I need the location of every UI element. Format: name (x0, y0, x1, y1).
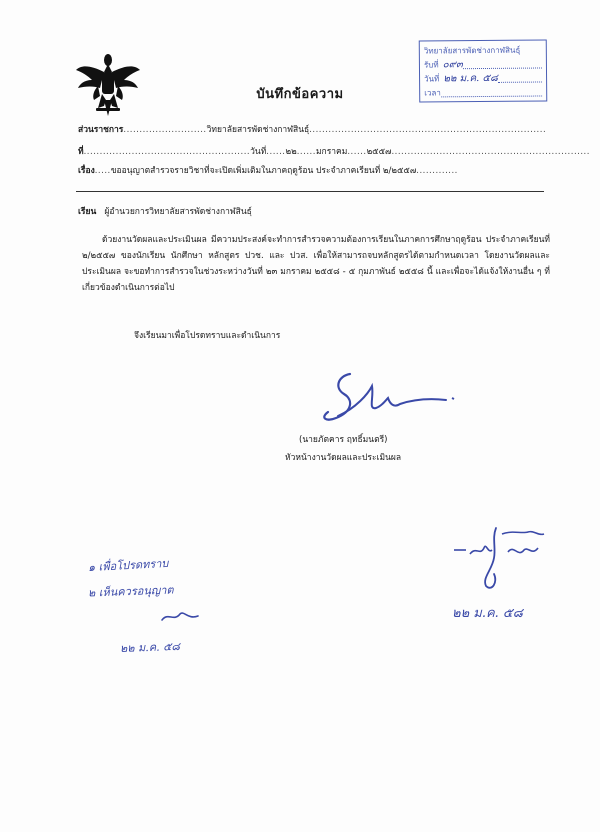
date-day: ๒๒ (285, 147, 297, 157)
ref-label: ที่ (78, 147, 84, 157)
stamp-time-label: เวลา (424, 88, 441, 98)
date-month: มกราคม (315, 147, 348, 157)
stamp-time-row (424, 85, 542, 100)
stamp-receipt-label: รับที่ (423, 60, 439, 70)
salutation-label: เรียน (78, 207, 97, 217)
initial-mark-left (160, 606, 200, 626)
stamp-org: วิทยาลัยสารพัดช่างกาฬสินธุ์ (423, 45, 521, 56)
date-year: ๒๕๕๗ (366, 147, 392, 157)
note-acknowledge: ๑ เพื่อโปรดทราบ (87, 556, 169, 575)
salutation-value: ผู้อำนวยการวิทยาลัยสารพัดช่างกาฬสินธุ์ (104, 207, 252, 217)
department-label: ส่วนราชการ (78, 125, 124, 135)
date-label: วันที่ (250, 147, 267, 157)
header-divider (76, 191, 544, 192)
stamp-receipt-row (424, 57, 542, 72)
approver-signature-mark (452, 524, 552, 594)
subject-label: เรื่อง (78, 166, 95, 176)
body-paragraph-2: จึงเรียนมาเพื่อโปรดทราบและดำเนินการ (134, 331, 281, 341)
body-paragraph-1: ด้วยงานวัดผลและประเมินผล มีความประสงค์จะทำการสำรวจความต้องการเรียนในภาคการศึกษาฤดูร้อน ประจำภาคเรียนที่ ๒/๒๕๕๗ ของนักเรียน นักศึกษา หลักสูตร ปวช. และ ปวส. เพื่อให้สามารถจบหลักสูตรได้ตามกำหนดเวลา โดยงานวัดผลและประเมินผล จะขอทำการสำรวจในช่วงระหว่างวันที่ ๒๓ มกราคม ๒๕๕๘ - ๕ กุมภาพันธ์ ๒๕๕๘ นี้ และเพื่อจะได้แจ้งให้งานอื่น ๆ ที่เกี่ยวข้องดำเนินการต่อไป (82, 235, 550, 293)
salutation (78, 204, 556, 220)
stamp-date-label: วันที่ (424, 74, 440, 84)
signer-position: หัวหน้างานวัดผลและประเมินผล (285, 453, 402, 463)
signer-name: (นายภัตคาร ฤทธิ์มนตรี) (299, 435, 388, 445)
ref-date-field: ที่....................................................วันที่......๒๒......มกราคม......๒๕๕๗.............................................................. (78, 147, 590, 157)
page-title: บันทึกข้อความ (256, 87, 344, 102)
note-approve: ๒ เห็นควรอนุญาต (87, 583, 174, 600)
stamp-dotline (441, 85, 542, 97)
stamp-date-row (424, 71, 542, 86)
subject-field: เรื่อง.....ขออนุญาตสำรวจรายวิชาที่จะเปิดเพิ่มเติมในภาคฤดูร้อน ประจำภาคเรียนที่ ๒/๒๕๕๗............. (78, 166, 458, 176)
stamp-receipt-no: ๐๙๓ (442, 59, 463, 71)
stamp-dotline (463, 57, 542, 69)
stamp-date-value: ๒๒ ม.ค. ๕๘ (443, 72, 498, 85)
note-date-right: ๒๒ ม.ค. ๕๘ (452, 606, 523, 621)
department-field: ส่วนราชการ..........................วิทยาลัยสารพัดช่างกาฬสินธุ์.......................................................................... (78, 125, 547, 135)
subject-value: ขออนุญาตสำรวจรายวิชาที่จะเปิดเพิ่มเติมในภาคฤดูร้อน ประจำภาคเรียนที่ ๒/๒๕๕๗ (110, 166, 417, 176)
note-date-left: ๒๒ ม.ค. ๕๘ (119, 639, 181, 656)
stamp-org-row (424, 43, 542, 58)
signature-mark (316, 368, 466, 428)
stamp-dotline (498, 71, 542, 82)
department-value: วิทยาลัยสารพัดช่างกาฬสินธุ์ (206, 125, 310, 135)
receipt-stamp (419, 39, 548, 102)
